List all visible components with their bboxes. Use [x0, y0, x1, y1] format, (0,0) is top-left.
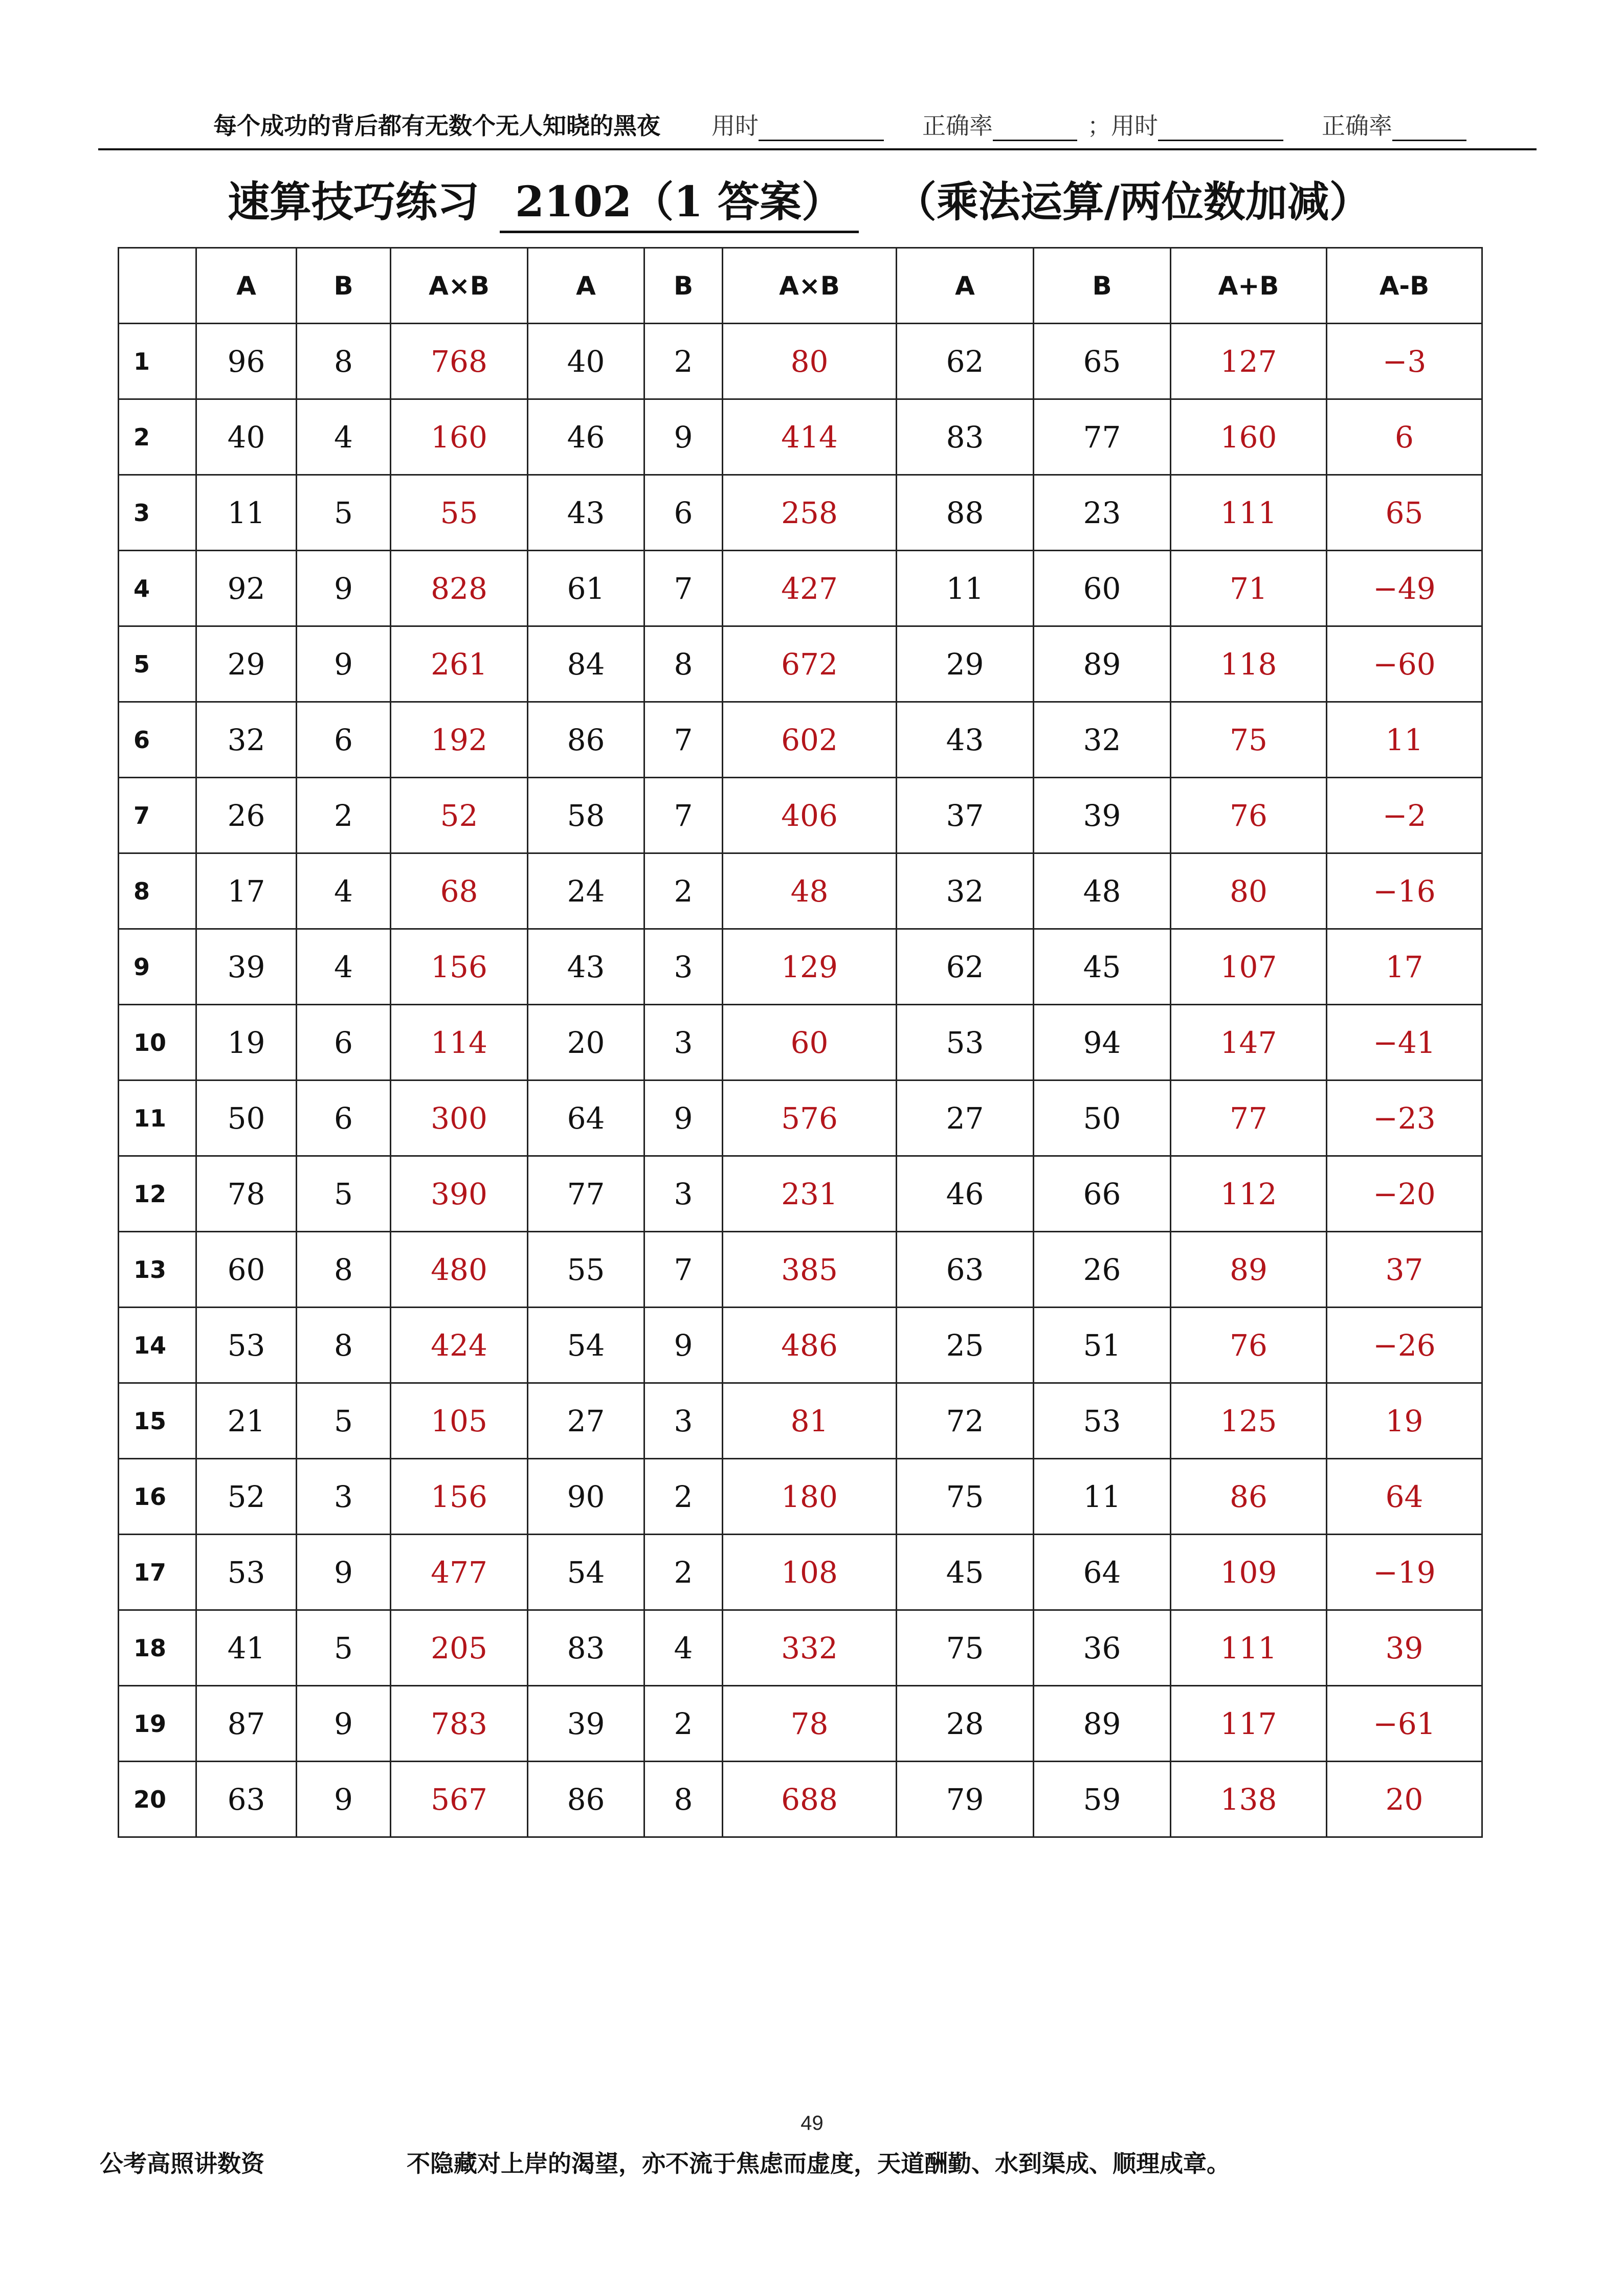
operand-cell: 63: [196, 1762, 297, 1837]
operand-cell: 59: [1034, 1762, 1171, 1837]
operand-cell: 2: [644, 1686, 723, 1762]
operand-cell: 87: [196, 1686, 297, 1762]
header-motto: 每个成功的背后都有无数个无人知晓的黑夜: [213, 112, 660, 140]
answer-cell: 688: [723, 1762, 897, 1837]
operand-cell: 7: [644, 1232, 723, 1308]
accuracy-blank-1[interactable]: [993, 115, 1077, 141]
answer-cell: 672: [723, 626, 897, 702]
operand-cell: 60: [1034, 551, 1171, 626]
operand-cell: 29: [196, 626, 297, 702]
operand-cell: 8: [644, 626, 723, 702]
time-field-1[interactable]: [711, 107, 884, 141]
answer-cell: 52: [391, 778, 528, 853]
operand-cell: 3: [644, 1156, 723, 1232]
operand-cell: 9: [297, 1535, 391, 1610]
answer-cell: −61: [1327, 1686, 1482, 1762]
accuracy-blank-2[interactable]: [1392, 115, 1466, 141]
operand-cell: 84: [528, 626, 644, 702]
answer-cell: 64: [1327, 1459, 1482, 1535]
operand-cell: 27: [897, 1081, 1034, 1156]
operand-cell: 46: [528, 399, 644, 475]
operand-cell: 8: [297, 324, 391, 399]
operand-cell: 28: [897, 1686, 1034, 1762]
operand-cell: 2: [644, 324, 723, 399]
operand-cell: 54: [528, 1308, 644, 1383]
operand-cell: 8: [644, 1762, 723, 1837]
operand-cell: 9: [644, 399, 723, 475]
answer-cell: 55: [391, 475, 528, 551]
operand-cell: 3: [644, 929, 723, 1005]
operand-cell: 20: [528, 1005, 644, 1081]
operand-cell: 88: [897, 475, 1034, 551]
table-row: [119, 324, 1482, 399]
answer-cell: 77: [1171, 1081, 1327, 1156]
operand-cell: 6: [297, 1005, 391, 1081]
operand-cell: 89: [1034, 626, 1171, 702]
answer-cell: −16: [1327, 853, 1482, 929]
header-separator: ；: [1087, 112, 1111, 140]
operand-cell: 62: [897, 324, 1034, 399]
row-number: 4: [119, 551, 196, 626]
operand-cell: 8: [297, 1232, 391, 1308]
answer-cell: 76: [1171, 778, 1327, 853]
answer-cell: 602: [723, 702, 897, 778]
answer-cell: 48: [723, 853, 897, 929]
operand-cell: 11: [196, 475, 297, 551]
operand-cell: 41: [196, 1610, 297, 1686]
answer-cell: 80: [1171, 853, 1327, 929]
operand-cell: 32: [196, 702, 297, 778]
operand-cell: 66: [1034, 1156, 1171, 1232]
answer-cell: 424: [391, 1308, 528, 1383]
operand-cell: 32: [897, 853, 1034, 929]
operand-cell: 25: [897, 1308, 1034, 1383]
answer-cell: 109: [1171, 1535, 1327, 1610]
answer-cell: 127: [1171, 324, 1327, 399]
answer-cell: −49: [1327, 551, 1482, 626]
operand-cell: 21: [196, 1383, 297, 1459]
operand-cell: 5: [297, 1610, 391, 1686]
row-number: 10: [119, 1005, 196, 1081]
time-label-1: 用时: [711, 112, 759, 140]
answer-cell: 332: [723, 1610, 897, 1686]
row-number: 16: [119, 1459, 196, 1535]
title-subtitle: （乘法运算/两位数加减）: [894, 177, 1371, 227]
answer-cell: 261: [391, 626, 528, 702]
operand-cell: 4: [297, 853, 391, 929]
table-row: [119, 1686, 1482, 1762]
title-main: 速算技巧练习: [228, 177, 480, 227]
answer-cell: −20: [1327, 1156, 1482, 1232]
operand-cell: 7: [644, 551, 723, 626]
operand-cell: 45: [1034, 929, 1171, 1005]
operand-cell: 43: [897, 702, 1034, 778]
col-header-a3: A: [897, 248, 1034, 324]
page-number: 49: [800, 2112, 824, 2134]
answer-cell: 108: [723, 1535, 897, 1610]
answer-cell: 78: [723, 1686, 897, 1762]
answer-cell: 89: [1171, 1232, 1327, 1308]
operand-cell: 83: [897, 399, 1034, 475]
answer-cell: 37: [1327, 1232, 1482, 1308]
operand-cell: 79: [897, 1762, 1034, 1837]
operand-cell: 83: [528, 1610, 644, 1686]
answer-cell: 480: [391, 1232, 528, 1308]
row-number: 17: [119, 1535, 196, 1610]
operand-cell: 94: [1034, 1005, 1171, 1081]
answer-cell: 567: [391, 1762, 528, 1837]
answer-cell: −2: [1327, 778, 1482, 853]
answer-cell: 17: [1327, 929, 1482, 1005]
operand-cell: 11: [1034, 1459, 1171, 1535]
answer-cell: 258: [723, 475, 897, 551]
table-row: [119, 1535, 1482, 1610]
answer-cell: 80: [723, 324, 897, 399]
operand-cell: 26: [196, 778, 297, 853]
answer-cell: 138: [1171, 1762, 1327, 1837]
answer-cell: 205: [391, 1610, 528, 1686]
operand-cell: 39: [1034, 778, 1171, 853]
operand-cell: 9: [644, 1308, 723, 1383]
operand-cell: 39: [528, 1686, 644, 1762]
answer-cell: 75: [1171, 702, 1327, 778]
table-row: [119, 551, 1482, 626]
answer-cell: 65: [1327, 475, 1482, 551]
row-number: 11: [119, 1081, 196, 1156]
answer-cell: 60: [723, 1005, 897, 1081]
table-header-row: [119, 248, 1482, 324]
answer-cell: 576: [723, 1081, 897, 1156]
table-row: [119, 1308, 1482, 1383]
operand-cell: 7: [644, 778, 723, 853]
operand-cell: 3: [644, 1383, 723, 1459]
answer-cell: 114: [391, 1005, 528, 1081]
operand-cell: 9: [297, 1686, 391, 1762]
row-number: 5: [119, 626, 196, 702]
answer-cell: 160: [1171, 399, 1327, 475]
answer-cell: 192: [391, 702, 528, 778]
col-header-difference: A-B: [1327, 248, 1482, 324]
table-row: [119, 1232, 1482, 1308]
header-line: [98, 107, 1537, 141]
answer-cell: −26: [1327, 1308, 1482, 1383]
operand-cell: 75: [897, 1459, 1034, 1535]
operand-cell: 86: [528, 702, 644, 778]
answer-cell: 147: [1171, 1005, 1327, 1081]
operand-cell: 6: [644, 475, 723, 551]
answer-cell: 828: [391, 551, 528, 626]
answer-cell: 117: [1171, 1686, 1327, 1762]
operand-cell: 86: [528, 1762, 644, 1837]
table-row: [119, 1156, 1482, 1232]
col-header-product1: A×B: [391, 248, 528, 324]
row-number: 9: [119, 929, 196, 1005]
table-body: [119, 324, 1482, 1837]
answer-cell: 156: [391, 1459, 528, 1535]
table-row: [119, 1610, 1482, 1686]
operand-cell: 29: [897, 626, 1034, 702]
answer-cell: 768: [391, 324, 528, 399]
operand-cell: 2: [644, 1459, 723, 1535]
answer-cell: 68: [391, 853, 528, 929]
operand-cell: 53: [196, 1535, 297, 1610]
operand-cell: 4: [644, 1610, 723, 1686]
answer-cell: 6: [1327, 399, 1482, 475]
accuracy-field-1[interactable]: [922, 107, 1077, 141]
operand-cell: 53: [196, 1308, 297, 1383]
practice-table: [118, 247, 1483, 1838]
table-row: [119, 626, 1482, 702]
col-header-index: [119, 248, 196, 324]
operand-cell: 24: [528, 853, 644, 929]
operand-cell: 53: [897, 1005, 1034, 1081]
operand-cell: 50: [1034, 1081, 1171, 1156]
operand-cell: 54: [528, 1535, 644, 1610]
operand-cell: 9: [297, 551, 391, 626]
operand-cell: 26: [1034, 1232, 1171, 1308]
table-row: [119, 1762, 1482, 1837]
table-row: [119, 475, 1482, 551]
answer-cell: 112: [1171, 1156, 1327, 1232]
answer-cell: 39: [1327, 1610, 1482, 1686]
operand-cell: 63: [897, 1232, 1034, 1308]
operand-cell: 64: [1034, 1535, 1171, 1610]
table-row: [119, 702, 1482, 778]
row-number: 13: [119, 1232, 196, 1308]
operand-cell: 11: [897, 551, 1034, 626]
operand-cell: 61: [528, 551, 644, 626]
answer-cell: 180: [723, 1459, 897, 1535]
operand-cell: 89: [1034, 1686, 1171, 1762]
answer-cell: 129: [723, 929, 897, 1005]
row-number: 19: [119, 1686, 196, 1762]
operand-cell: 9: [297, 626, 391, 702]
col-header-b1: B: [297, 248, 391, 324]
table-row: [119, 1081, 1482, 1156]
operand-cell: 58: [528, 778, 644, 853]
answer-cell: −19: [1327, 1535, 1482, 1610]
operand-cell: 8: [297, 1308, 391, 1383]
time-blank-2[interactable]: [1158, 115, 1283, 141]
operand-cell: 51: [1034, 1308, 1171, 1383]
answer-cell: −23: [1327, 1081, 1482, 1156]
answer-cell: 107: [1171, 929, 1327, 1005]
answer-cell: 111: [1171, 1610, 1327, 1686]
row-number: 3: [119, 475, 196, 551]
row-number: 2: [119, 399, 196, 475]
operand-cell: 32: [1034, 702, 1171, 778]
operand-cell: 23: [1034, 475, 1171, 551]
answer-cell: 86: [1171, 1459, 1327, 1535]
table-row: [119, 1459, 1482, 1535]
operand-cell: 43: [528, 929, 644, 1005]
answer-cell: −60: [1327, 626, 1482, 702]
answer-cell: 125: [1171, 1383, 1327, 1459]
answer-cell: 385: [723, 1232, 897, 1308]
operand-cell: 2: [644, 853, 723, 929]
table-row: [119, 929, 1482, 1005]
accuracy-field-2[interactable]: [1322, 107, 1466, 141]
answer-cell: 390: [391, 1156, 528, 1232]
operand-cell: 45: [897, 1535, 1034, 1610]
operand-cell: 2: [644, 1535, 723, 1610]
operand-cell: 17: [196, 853, 297, 929]
row-number: 7: [119, 778, 196, 853]
row-number: 12: [119, 1156, 196, 1232]
answer-cell: 71: [1171, 551, 1327, 626]
answer-cell: 19: [1327, 1383, 1482, 1459]
time-label-2: 用时: [1111, 112, 1158, 140]
operand-cell: 27: [528, 1383, 644, 1459]
operand-cell: 46: [897, 1156, 1034, 1232]
operand-cell: 92: [196, 551, 297, 626]
col-header-b2: B: [644, 248, 723, 324]
header-rule: [98, 148, 1537, 150]
operand-cell: 72: [897, 1383, 1034, 1459]
row-number: 6: [119, 702, 196, 778]
row-number: 20: [119, 1762, 196, 1837]
operand-cell: 78: [196, 1156, 297, 1232]
answer-cell: 118: [1171, 626, 1327, 702]
operand-cell: 6: [297, 1081, 391, 1156]
row-number: 15: [119, 1383, 196, 1459]
operand-cell: 5: [297, 1383, 391, 1459]
operand-cell: 36: [1034, 1610, 1171, 1686]
answer-cell: 160: [391, 399, 528, 475]
answer-cell: 414: [723, 399, 897, 475]
answer-cell: 783: [391, 1686, 528, 1762]
footer-source: 公考高照讲数资: [100, 2150, 264, 2177]
operand-cell: 19: [196, 1005, 297, 1081]
title-code: 2102（1 答案）: [500, 169, 859, 233]
time-blank-1[interactable]: [759, 115, 884, 141]
row-number: 8: [119, 853, 196, 929]
row-number: 14: [119, 1308, 196, 1383]
operand-cell: 65: [1034, 324, 1171, 399]
answer-cell: 105: [391, 1383, 528, 1459]
operand-cell: 62: [897, 929, 1034, 1005]
operand-cell: 77: [528, 1156, 644, 1232]
table-row: [119, 853, 1482, 929]
col-header-a2: A: [528, 248, 644, 324]
operand-cell: 90: [528, 1459, 644, 1535]
footer-motto: 不隐藏对上岸的渴望，亦不流于焦虑而虚度，天道酬勤、水到渠成、顺理成章。: [407, 2150, 1230, 2177]
operand-cell: 5: [297, 1156, 391, 1232]
col-header-sum: A+B: [1171, 248, 1327, 324]
answer-cell: 486: [723, 1308, 897, 1383]
operand-cell: 55: [528, 1232, 644, 1308]
operand-cell: 6: [297, 702, 391, 778]
accuracy-label-2: 正确率: [1322, 112, 1392, 140]
page-title: [228, 169, 1371, 233]
answer-cell: 477: [391, 1535, 528, 1610]
answer-cell: 20: [1327, 1762, 1482, 1837]
operand-cell: 50: [196, 1081, 297, 1156]
operand-cell: 4: [297, 399, 391, 475]
operand-cell: 7: [644, 702, 723, 778]
row-number: 18: [119, 1610, 196, 1686]
operand-cell: 3: [644, 1005, 723, 1081]
operand-cell: 75: [897, 1610, 1034, 1686]
answer-cell: −41: [1327, 1005, 1482, 1081]
operand-cell: 37: [897, 778, 1034, 853]
operand-cell: 52: [196, 1459, 297, 1535]
answer-cell: 300: [391, 1081, 528, 1156]
col-header-product2: A×B: [723, 248, 897, 324]
operand-cell: 9: [297, 1762, 391, 1837]
answer-cell: 76: [1171, 1308, 1327, 1383]
operand-cell: 3: [297, 1459, 391, 1535]
table-row: [119, 399, 1482, 475]
operand-cell: 4: [297, 929, 391, 1005]
col-header-a1: A: [196, 248, 297, 324]
accuracy-label-1: 正确率: [922, 112, 993, 140]
answer-cell: 427: [723, 551, 897, 626]
operand-cell: 64: [528, 1081, 644, 1156]
answer-cell: 111: [1171, 475, 1327, 551]
operand-cell: 43: [528, 475, 644, 551]
answer-cell: 11: [1327, 702, 1482, 778]
operand-cell: 60: [196, 1232, 297, 1308]
operand-cell: 40: [528, 324, 644, 399]
operand-cell: 40: [196, 399, 297, 475]
answer-cell: 406: [723, 778, 897, 853]
time-field-2[interactable]: [1111, 107, 1283, 141]
answer-cell: −3: [1327, 324, 1482, 399]
table-row: [119, 1383, 1482, 1459]
row-number: 1: [119, 324, 196, 399]
col-header-b3: B: [1034, 248, 1171, 324]
answer-cell: 156: [391, 929, 528, 1005]
operand-cell: 9: [644, 1081, 723, 1156]
operand-cell: 53: [1034, 1383, 1171, 1459]
operand-cell: 39: [196, 929, 297, 1005]
answer-cell: 231: [723, 1156, 897, 1232]
table-row: [119, 1005, 1482, 1081]
operand-cell: 5: [297, 475, 391, 551]
operand-cell: 2: [297, 778, 391, 853]
operand-cell: 48: [1034, 853, 1171, 929]
operand-cell: 96: [196, 324, 297, 399]
answer-cell: 81: [723, 1383, 897, 1459]
table-row: [119, 778, 1482, 853]
operand-cell: 77: [1034, 399, 1171, 475]
